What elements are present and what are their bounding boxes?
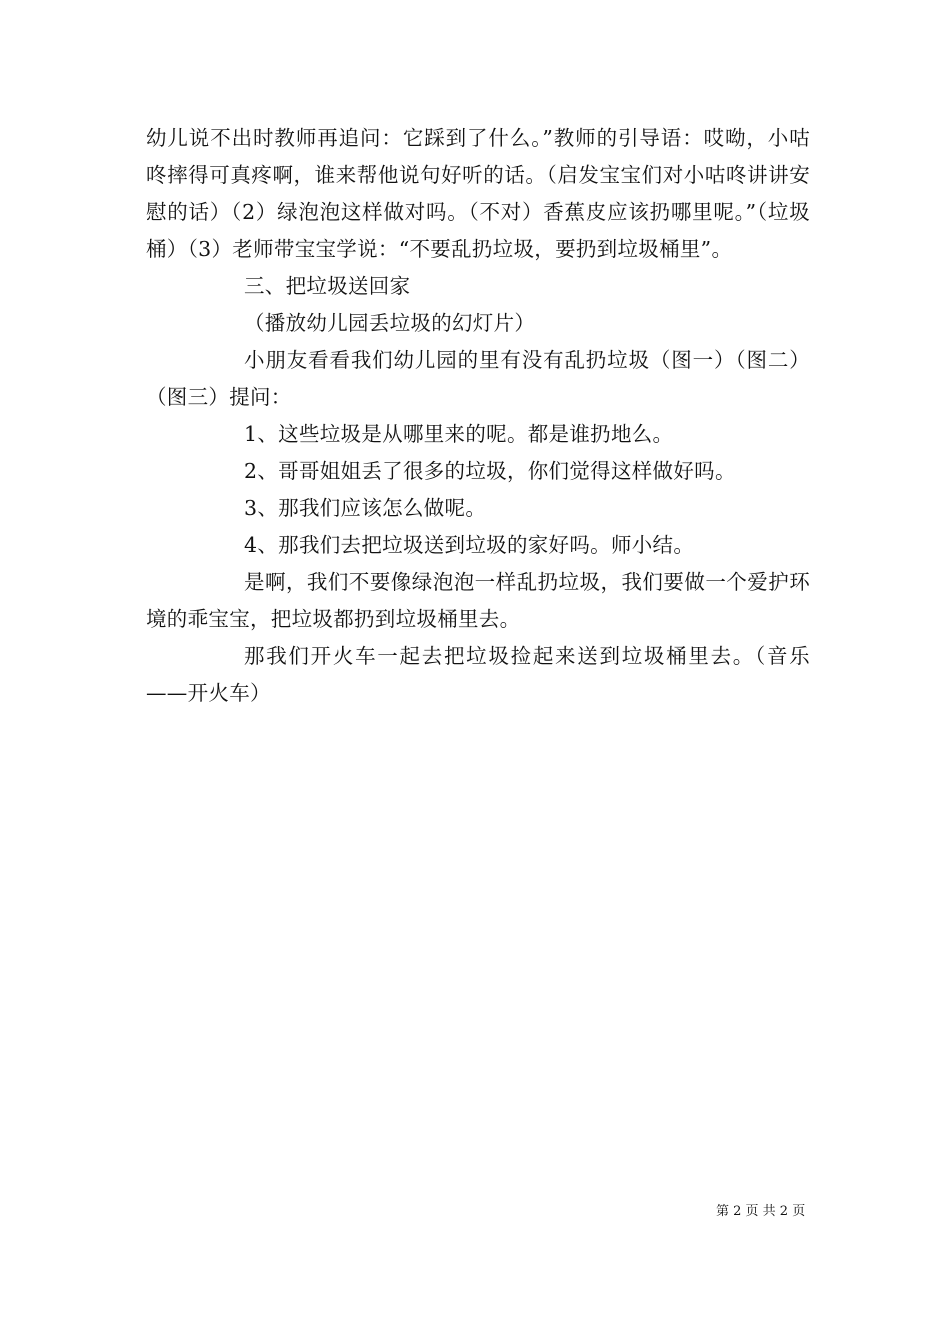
paragraph-5-question-1: 1、这些垃圾是从哪里来的呢。都是谁扔地么。 xyxy=(244,422,674,446)
paragraph-3: （播放幼儿园丢垃圾的幻灯片） xyxy=(244,311,536,335)
paragraph-10-closing: 那我们开火车一起去把垃圾捡起来送到垃圾桶里去。（音乐——开火车） xyxy=(146,644,810,705)
paragraph-8-question-4: 4、那我们去把垃圾送到垃圾的家好吗。师小结。 xyxy=(244,533,695,557)
paragraph-4: 小朋友看看我们幼儿园的里有没有乱扔垃圾（图一）（图二）（图三）提问： xyxy=(146,348,810,409)
paragraph-9-summary: 是啊，我们不要像绿泡泡一样乱扔垃圾，我们要做一个爱护环境的乖宝宝，把垃圾都扔到垃圾桶里去。 xyxy=(146,570,810,631)
page-number-footer: 第 2 页 共 2 页 xyxy=(716,1204,806,1219)
paragraph-1: 幼儿说不出时教师再追问：它踩到了什么。”教师的引导语：哎呦，小咕咚摔得可真疼啊，谁来帮他说句好听的话。（启发宝宝们对小咕咚讲讲安慰的话）（2）绿泡泡这样做对吗。（不对）香蕉皮应该扔哪里呢。”（垃圾桶）（3）老师带宝宝学说：“不要乱扔垃圾，要扔到垃圾桶里”。 xyxy=(146,126,810,261)
document-body xyxy=(146,120,810,712)
paragraph-6-question-2: 2、哥哥姐姐丢了很多的垃圾，你们觉得这样做好吗。 xyxy=(244,459,736,483)
paragraph-2-section-heading: 三、把垃圾送回家 xyxy=(244,274,411,298)
paragraph-7-question-3: 3、那我们应该怎么做呢。 xyxy=(244,496,487,520)
